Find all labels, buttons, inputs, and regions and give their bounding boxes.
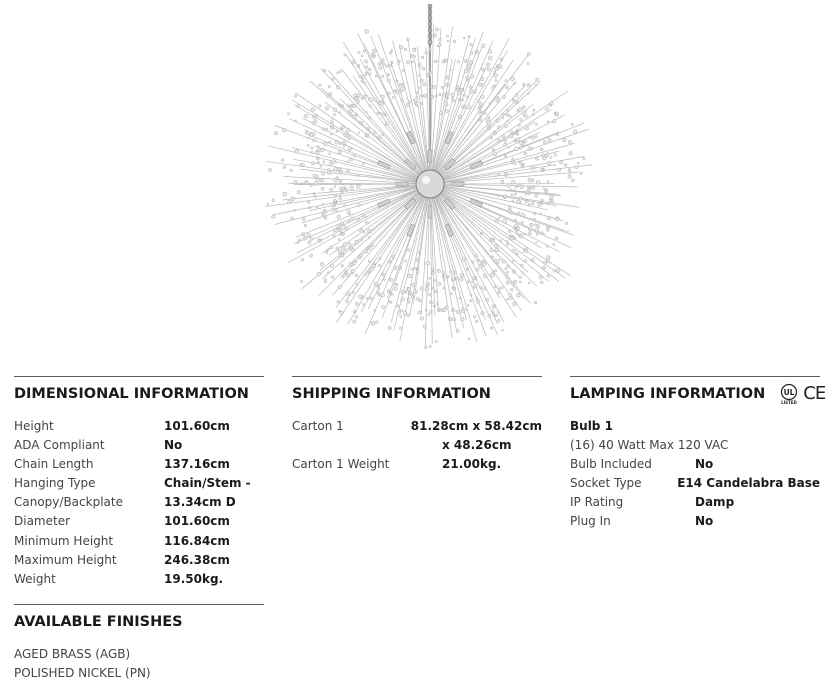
- row-value: E14 Candelabra Base: [677, 476, 820, 491]
- row-label: Diameter: [14, 514, 71, 529]
- row-label: Chain Length: [14, 457, 94, 472]
- table-row: [14, 455, 264, 474]
- table-row: [14, 570, 264, 589]
- row-label: Bulb Included: [570, 457, 652, 472]
- table-row: [570, 493, 820, 512]
- table-row: [14, 493, 264, 512]
- bulb-label: Bulb 1: [570, 419, 613, 433]
- lamping-header: [570, 376, 826, 405]
- row-value: Chain/Stem -: [164, 476, 251, 491]
- product-image: [252, 4, 608, 362]
- row-value: 101.60cm: [164, 419, 230, 433]
- chandelier-illustration: [252, 4, 608, 362]
- row-value: 13.34cm D: [164, 495, 236, 510]
- row-label: Carton 1 Weight: [292, 457, 390, 472]
- table-row: [292, 455, 542, 474]
- shipping-section: [292, 376, 542, 474]
- lamping-title: LAMPING INFORMATION: [570, 386, 766, 402]
- dimensional-rows: [14, 417, 264, 589]
- dimensional-title: DIMENSIONAL INFORMATION: [14, 376, 264, 405]
- table-row: [570, 474, 820, 493]
- table-row: [14, 551, 264, 570]
- row-label: ADA Compliant: [14, 438, 105, 453]
- shipping-rows: [292, 417, 542, 474]
- ul-sub-text: LISTED: [781, 400, 798, 405]
- row-label: Hanging Type: [14, 476, 96, 491]
- row-value: 19.50kg.: [164, 571, 224, 586]
- row-label: Socket Type: [570, 476, 642, 491]
- lamping-rows: [570, 417, 820, 531]
- row-label: Carton 1: [292, 419, 344, 433]
- row-value: 246.38cm: [164, 552, 230, 567]
- row-label: IP Rating: [570, 495, 624, 510]
- lamping-section: [570, 376, 826, 531]
- table-row: [14, 532, 264, 551]
- row-value: 21.00kg.: [442, 457, 502, 472]
- row-value: 81.28cm x 58.42cm: [410, 419, 542, 433]
- table-row: [14, 474, 264, 493]
- table-row: [570, 512, 820, 531]
- shipping-title: SHIPPING INFORMATION: [292, 376, 542, 405]
- ul-listed-icon: [778, 383, 800, 405]
- row-value: No: [695, 457, 714, 472]
- row-label: Maximum Height: [14, 552, 117, 567]
- ce-mark-icon: CE: [803, 383, 826, 404]
- finishes-list: [14, 645, 264, 683]
- row-value-continued: x 48.26cm: [442, 438, 512, 453]
- table-row: [292, 436, 542, 455]
- row-label: Canopy/Backplate: [14, 495, 123, 510]
- row-label: Height: [14, 419, 54, 433]
- dimensional-section: [14, 376, 264, 589]
- bulb-description: (16) 40 Watt Max 120 VAC: [570, 438, 729, 452]
- row-value: No: [164, 438, 183, 453]
- finishes-section: [14, 604, 264, 683]
- table-row: [14, 436, 264, 455]
- table-row: [14, 417, 264, 436]
- row-value: Damp: [695, 495, 735, 510]
- table-row: [292, 417, 542, 436]
- finish-item: AGED BRASS (AGB): [14, 647, 131, 661]
- row-value: No: [695, 514, 714, 529]
- certifications: [778, 383, 825, 405]
- table-row: [14, 512, 264, 531]
- row-value: 116.84cm: [164, 533, 230, 548]
- row-value: 101.60cm: [164, 514, 230, 529]
- table-row: [570, 455, 820, 474]
- row-label: Weight: [14, 571, 56, 586]
- row-label: Plug In: [570, 514, 611, 529]
- row-label: Minimum Height: [14, 533, 114, 548]
- ul-text: UL: [783, 388, 795, 397]
- row-value: 137.16cm: [164, 457, 230, 472]
- lamping-spec-rows: [570, 455, 820, 531]
- finish-item: POLISHED NICKEL (PN): [14, 666, 151, 681]
- finishes-title: AVAILABLE FINISHES: [14, 604, 264, 633]
